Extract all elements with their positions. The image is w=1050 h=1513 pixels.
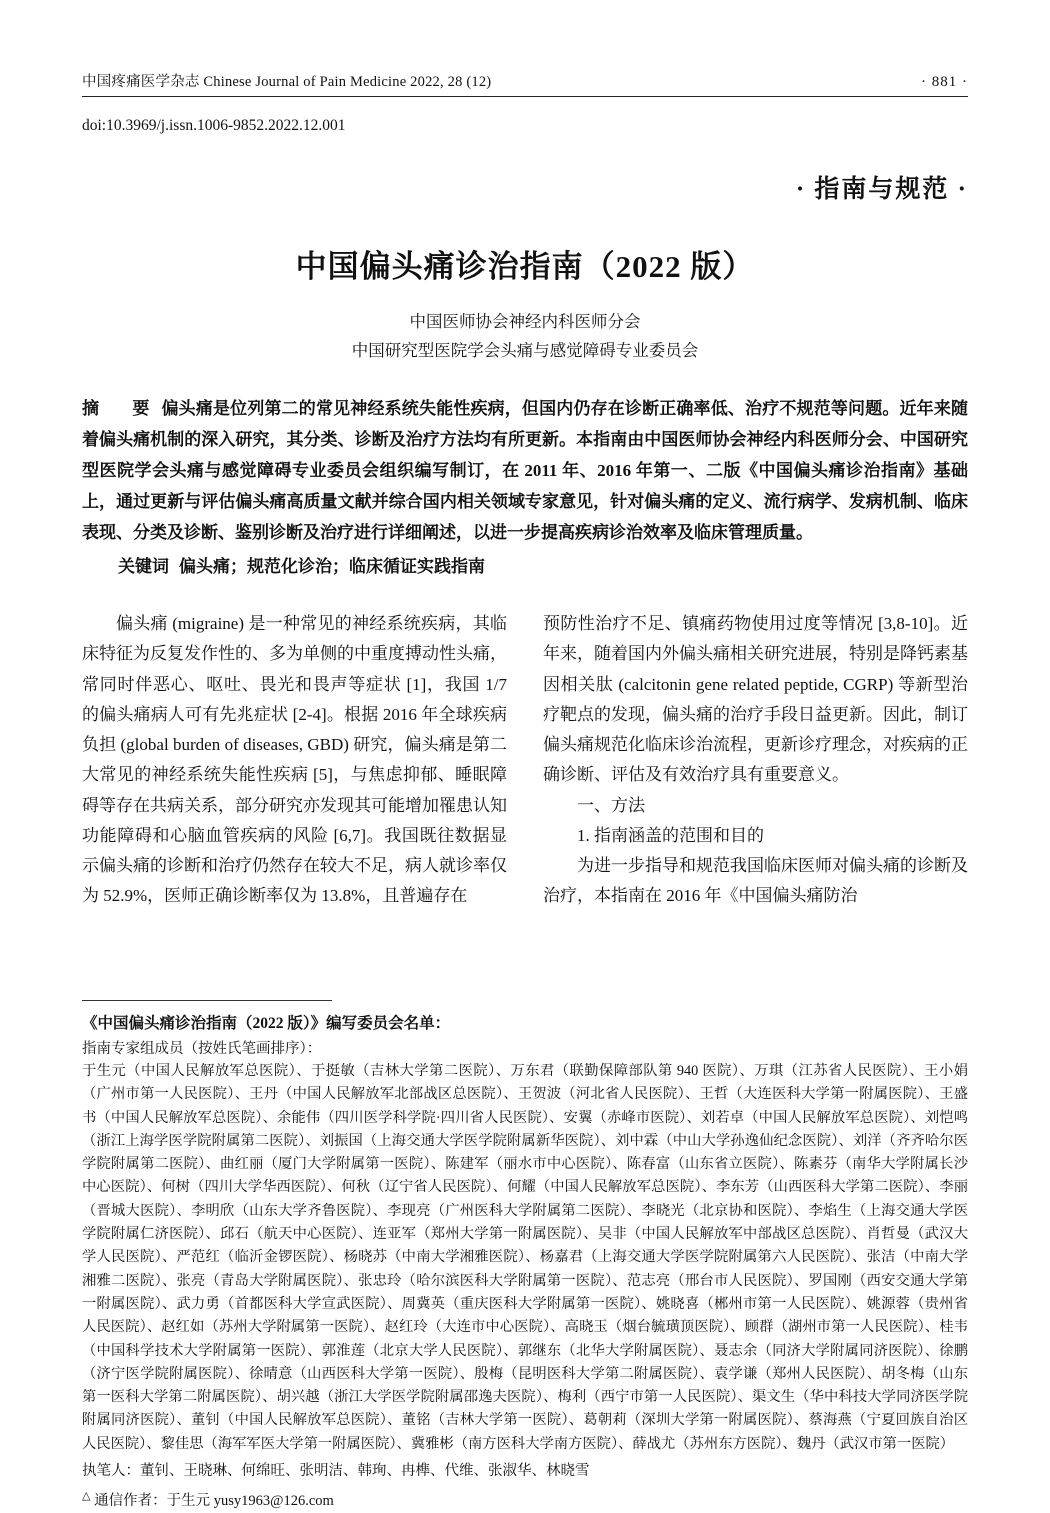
page-number: · 881 · <box>921 74 968 90</box>
keywords-text: 偏头痛；规范化诊治；临床循证实践指南 <box>179 557 485 577</box>
corresponding-author-line <box>82 1487 968 1513</box>
affiliation-line-1: 中国医师协会神经内科医师分会 <box>409 312 641 331</box>
body-columns <box>82 609 968 912</box>
running-head <box>82 70 968 97</box>
footnote-block <box>82 1000 968 1513</box>
body-column-left <box>82 609 507 912</box>
corresponding-author-text: 通信作者：于生元 yusy1963@126.com <box>94 1492 334 1509</box>
keywords-block <box>118 552 968 583</box>
affiliation-line-2: 中国研究型医院学会头痛与感觉障碍专业委员会 <box>351 340 699 360</box>
body-paragraph: 为进一步指导和规范我国临床医师对偏头痛的诊断及治疗，本指南在 2016 年《中国偏头痛防治 <box>543 856 968 906</box>
abstract-text: 偏头痛是位列第二的常见神经系统失能性疾病，但国内仍存在诊断正确率低、治疗不规范等问题。近年来随着偏头痛机制的深入研究，其分类、诊断及治疗方法均有所更新。本指南由中国医师协会神经内科医师分会、中国研究型医院学会头痛与感觉障碍专业委员会组织编写制订，在 2011 年、2016 年第一、二版《中国偏头痛诊治指南》基础上，通过更新与评估偏头痛高质量文献并综合国内相关领域专家意见，针对偏头痛的定义、流行病学、发病机制、临床表现、分类及诊断、鉴别诊断及治疗进行详细阐述，以进一步提高疾病诊治效率及临床管理质量。 <box>82 398 969 542</box>
abstract-label: 摘 要 <box>82 398 158 418</box>
page-title: 中国偏头痛诊治指南（2022 版） <box>295 249 755 284</box>
writers-line: 执笔人：董钊、王晓琳、何绵旺、张明洁、韩珣、冉榫、代维、张淑华、林晓雪 <box>82 1463 590 1480</box>
body-paragraph: 预防性治疗不足、镇痛药物使用过度等情况 [3,8-10]。近年来，随着国内外偏头痛相关研究进展，特别是降钙素基因相关肽 (calcitonin gene related peptide, CGRP) 等新型治疗靶点的发现，偏头痛的治疗手段日益更新。因此，制订偏头痛规范化临床诊治流程，更新诊疗理念，对疾病的正确诊断、评估及有效治疗具有重要意义。 <box>543 614 968 785</box>
body-column-right <box>543 609 968 912</box>
subsection-heading-scope: 1. 指南涵盖的范围和目的 <box>577 825 764 845</box>
article-content <box>82 70 968 912</box>
body-paragraph: 偏头痛 (migraine) 是一种常见的神经系统疾病，其临床特征为反复发作性的、多为单侧的中重度搏动性头痛，常同时伴恶心、呕吐、畏光和畏声等症状 [1]，我国 1/7 的偏头痛病人可有先兆症状 [2-4]。根据 2016 年全球疾病负担 (global burden of diseases, GBD) 研究，偏头痛是第二大常见的神经系统失能性疾病 [5]，与焦虑抑郁、睡眠障碍等存在共病关系，部分研究亦发现其可能增加罹患认知功能障碍和心脑血管疾病的风险 [6,7]。我国既往数据显示偏头痛的诊断和治疗仍然存在较大不足，病人就诊率仅为 52.9%，医师正确诊断率仅为 13.8%，且普遍存在 <box>82 614 507 906</box>
doi-line: doi:10.3969/j.issn.1006-9852.2022.12.001 <box>82 117 346 134</box>
committee-members: 于生元（中国人民解放军总医院）、于挺敏（吉林大学第二医院）、万东君（联勤保障部队第 940 医院）、万琪（江苏省人民医院）、王小娟（广州市第一人民医院）、王丹（中国人民解放军北部战区总医院）、王贺波（河北省人民医院）、王哲（大连医科大学第一附属医院）、王盛书（中国人民解放军总医院）、余能伟（四川医学科学院·四川省人民医院）、安翼（赤峰市医院）、刘若卓（中国人民解放军总医院）、刘恺鸣（浙江上海学医学院附属第二医院）、刘振国（上海交通大学医学院附属新华医院）、刘中霖（中山大学孙逸仙纪念医院）、刘洋（齐齐哈尔医学院附属第二医院）、曲红丽（厦门大学附属第一医院）、陈建军（丽水市中心医院）、陈春富（山东省立医院）、陈素芬（南华大学附属长沙中心医院）、何树（四川大学华西医院）、何秋（辽宁省人民医院）、何耀（中国人民解放军总医院）、李东芳（山西医科大学第二医院）、李丽（晋城大医院）、李明欣（山东大学齐鲁医院）、李现亮（广州医科大学附属第二医院）、李晓光（北京协和医院）、李焰生（上海交通大学医学院附属仁济医院）、邱石（航天中心医院）、连亚军（郑州大学第一附属医院）、吴非（中国人民解放军中部战区总医院）、肖哲曼（武汉大学人民医院）、严范红（临沂金锣医院）、杨晓苏（中南大学湘雅医院）、杨嘉君（上海交通大学医学院附属第六人民医院）、张洁（中南大学湘雅二医院）、张亮（青岛大学附属医院）、张忠玲（哈尔滨医科大学附属第一医院）、范志亮（邢台市人民医院）、罗国刚（西安交通大学第一附属医院）、武力勇（首都医科大学宣武医院）、周冀英（重庆医科大学附属第一医院）、姚晓喜（郴州市第一人民医院）、姚源蓉（贵州省人民医院）、赵红如（苏州大学附属第一医院）、赵红玲（大连市中心医院）、高晓玉（烟台毓璜顶医院）、顾群（湖州市第一人民医院）、桂韦（中国科学技术大学附属第一医院）、郭淮莲（北京大学人民医院）、郭继东（北华大学附属医院）、聂志余（同济大学附属同济医院）、徐鹏（济宁医学院附属医院）、徐晴意（山西医科大学第一医院）、殷梅（昆明医科大学第二附属医院）、袁学谦（郑州人民医院）、胡冬梅（山东第一医科大学第二附属医院）、胡兴越（浙江大学医学院附属邵逸夫医院）、梅利（西宁市第一人民医院）、渠文生（华中科技大学同济医学院附属同济医院）、董钊（中国人民解放军总医院）、董铭（吉林大学第一医院）、葛朝莉（深圳大学第一附属医院）、蔡海燕（宁夏回族自治区人民医院）、黎佳思（海军军医大学第一附属医院）、冀雅彬（南方医科大学南方医院）、薛战尤（苏州东方医院）、魏丹（武汉市第一医院） <box>82 1063 968 1452</box>
abstract-block <box>82 394 968 549</box>
author-affiliations <box>82 308 968 366</box>
keywords-label: 关键词 <box>118 557 169 577</box>
article-category: · 指南与规范 · <box>795 176 968 203</box>
committee-title: 《中国偏头痛诊治指南（2022 版）》编写委员会名单： <box>82 1015 451 1032</box>
section-heading-methods: 一、方法 <box>577 795 645 815</box>
corresponding-mark: △ <box>82 1489 91 1502</box>
footnote-rule <box>82 1000 332 1001</box>
journal-citation: 中国疼痛医学杂志 Chinese Journal of Pain Medicine 2022, 28 (12) <box>82 74 492 90</box>
committee-subtitle: 指南专家组成员（按姓氏笔画排序）： <box>82 1041 322 1057</box>
